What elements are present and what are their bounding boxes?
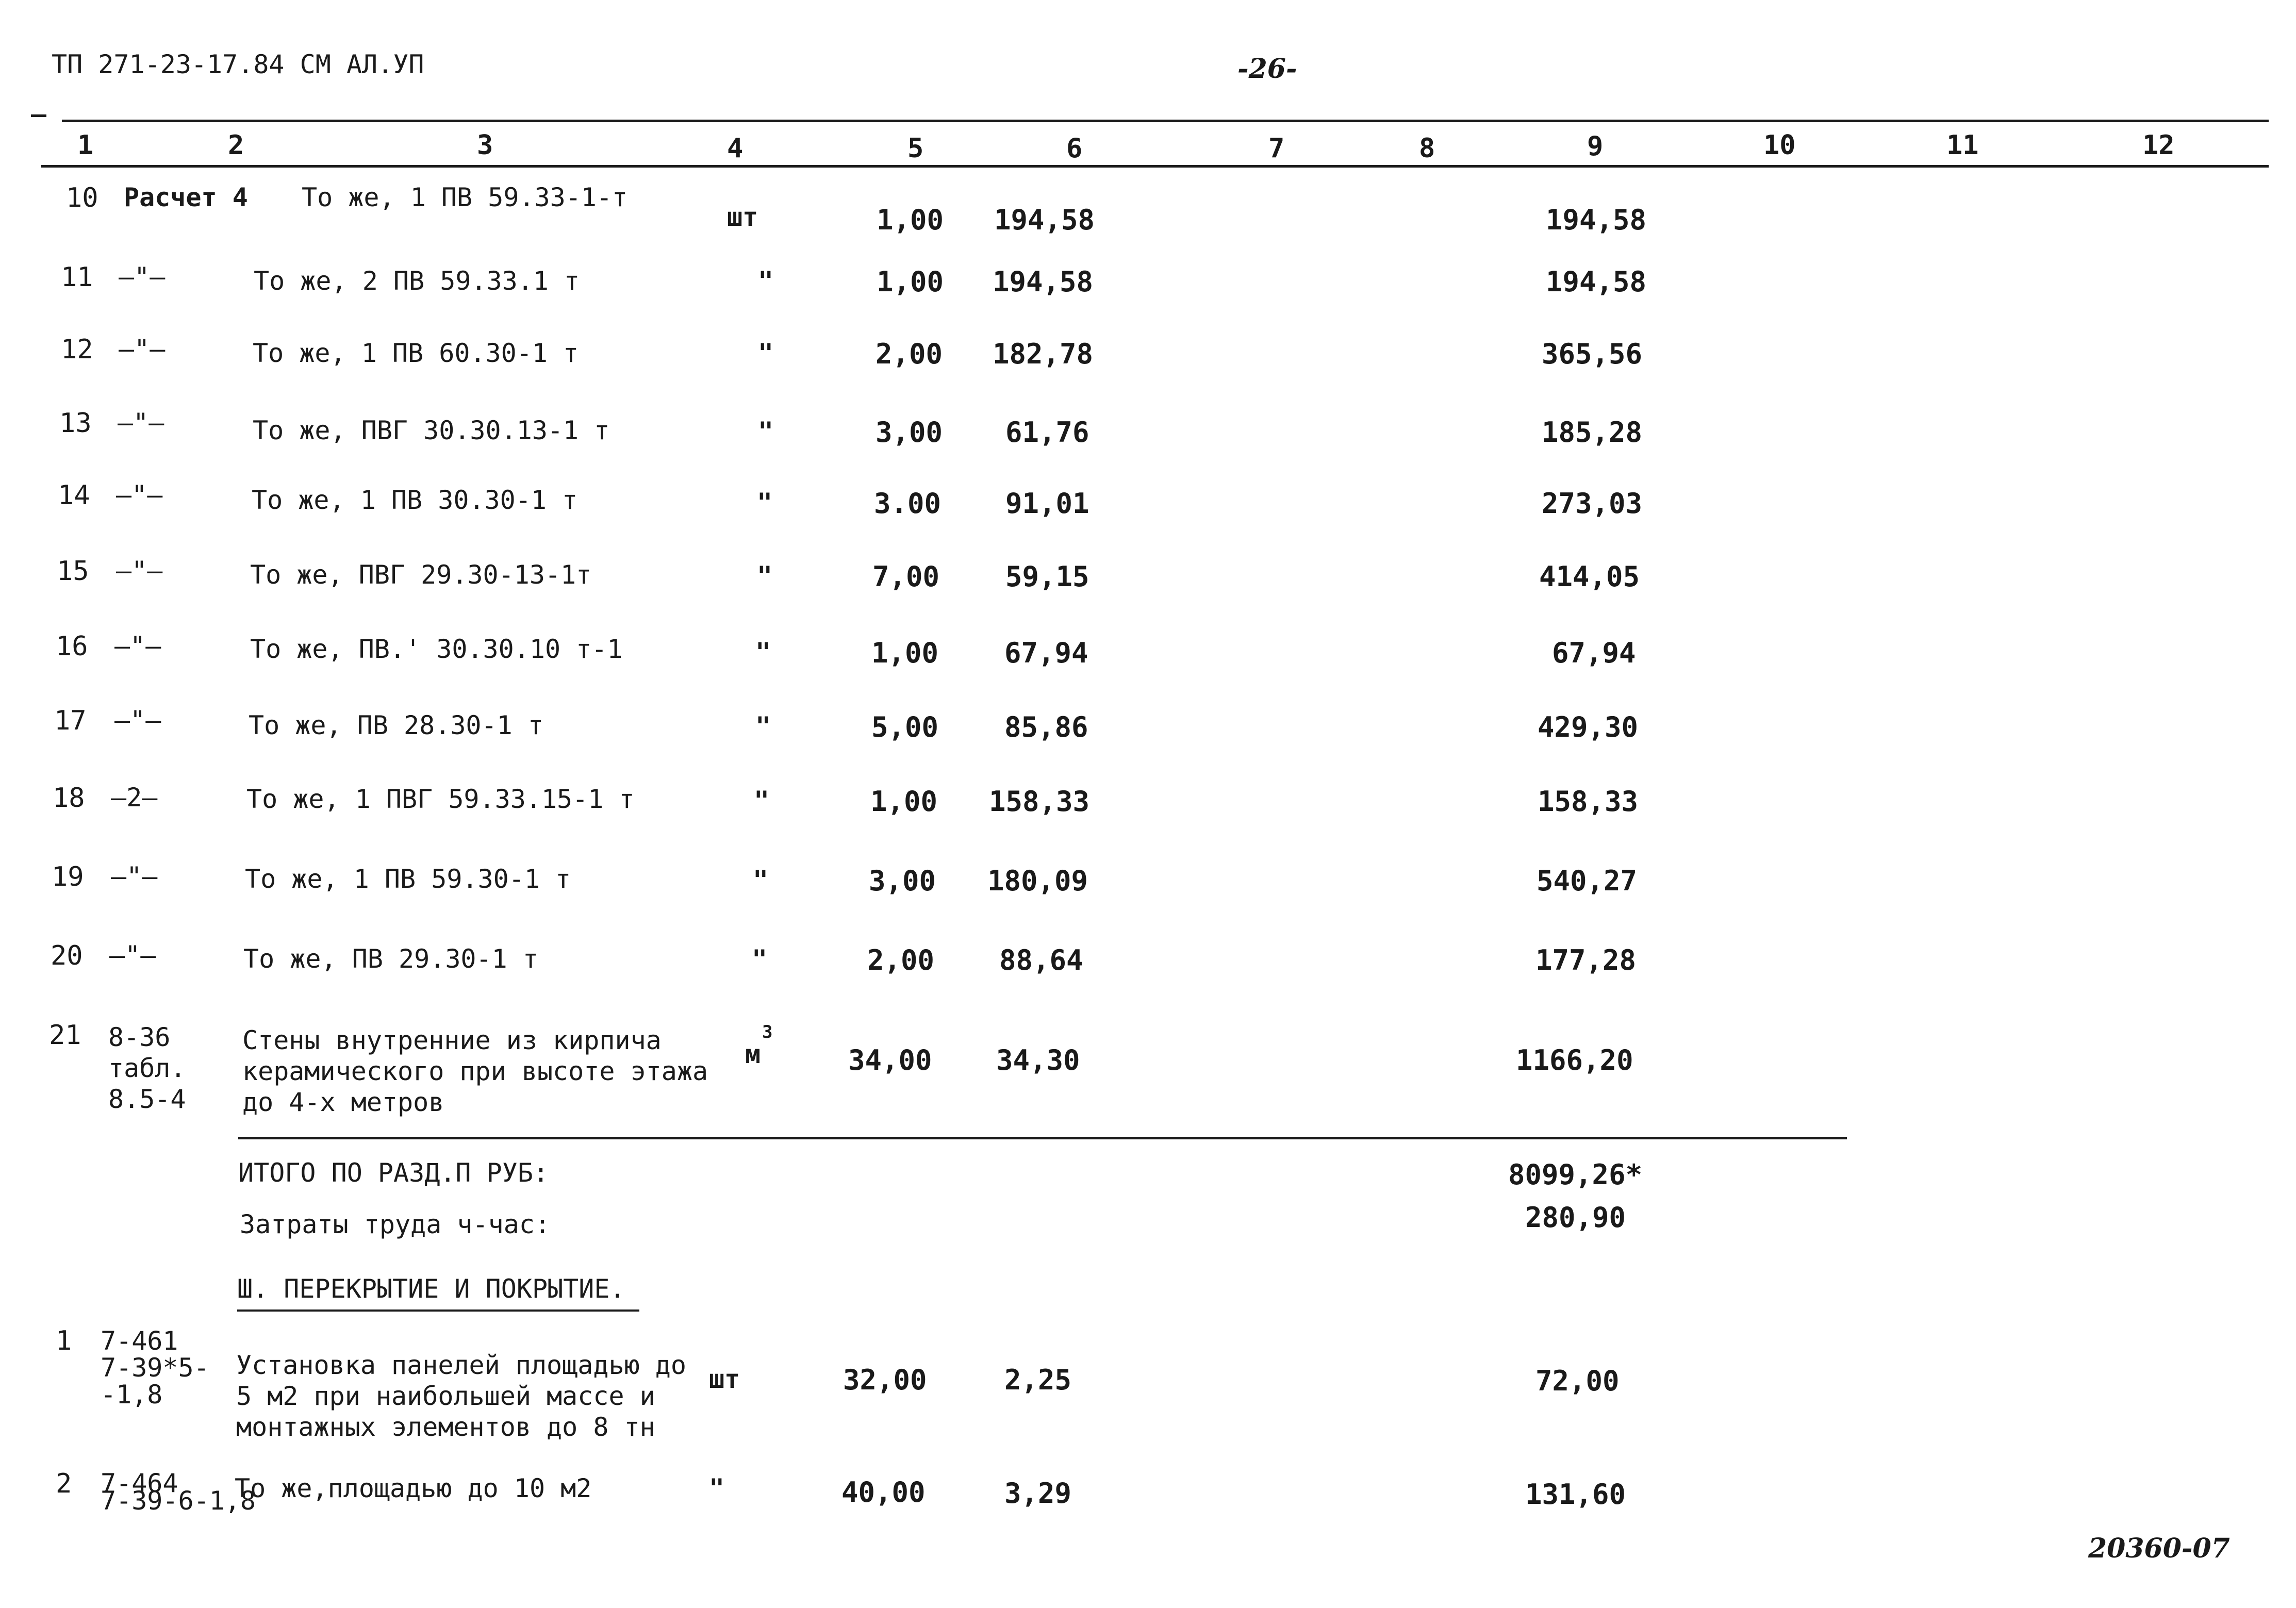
row-unit-price: 194,58: [993, 266, 1094, 298]
row-reference: —"—: [119, 262, 166, 292]
row-total: 194,58: [1546, 204, 1647, 236]
row-description: То же, 1 ПВ 59.33-1-т: [302, 183, 628, 212]
row-number: 12: [61, 334, 93, 365]
row-unit-price: 91,01: [1005, 487, 1089, 520]
row-number: 21: [49, 1020, 81, 1051]
row-unit-price: 3,29: [1004, 1477, 1072, 1510]
row-reference: —"—: [111, 861, 158, 891]
column-header-6: 6: [1066, 133, 1083, 164]
row-unit: ": [758, 417, 774, 446]
row-description: Установка панелей площадью до 5 м2 при наибольшей массе и монтажных элементов до 8 тн: [236, 1350, 686, 1442]
row-unit-price: 85,86: [1004, 711, 1088, 743]
row-unit: ": [709, 1473, 725, 1503]
row-unit-price: 59,15: [1005, 560, 1089, 593]
row-number: 15: [57, 556, 89, 587]
row-total: 1166,20: [1516, 1044, 1633, 1076]
column-header-3: 3: [477, 130, 493, 161]
row-unit: ": [755, 711, 771, 741]
document-code: ТП 271-23-17.84 СМ АЛ.УП: [52, 49, 424, 79]
row-unit: ": [753, 865, 769, 895]
row-total: 414,05: [1539, 560, 1640, 593]
row-description: То же, 1 ПВГ 59.33.15-1 т: [246, 784, 635, 814]
row-reference: —"—: [114, 705, 161, 735]
row-total: 158,33: [1538, 785, 1639, 818]
row-number: 10: [66, 183, 98, 213]
column-header-7: 7: [1268, 133, 1285, 164]
section-heading: Ш. ПЕРЕКРЫТИЕ И ПОКРЫТИЕ.: [237, 1274, 625, 1304]
row-unit-price: 182,78: [993, 338, 1094, 370]
row-total: 131,60: [1525, 1478, 1626, 1511]
row-quantity: 3,00: [869, 865, 936, 897]
row-unit-price: 2,25: [1004, 1364, 1072, 1396]
row-quantity: 1,00: [877, 204, 944, 236]
row-reference: —"—: [119, 334, 166, 364]
row-description: Стены внутренние из кирпича керамического при высоте этажа до 4-х метров: [242, 1025, 708, 1117]
row-reference: —"—: [116, 556, 163, 586]
row-description: То же, 1 ПВ 59.30-1 т: [245, 864, 571, 894]
column-header-8: 8: [1419, 133, 1435, 164]
subtotal-rule: [238, 1137, 1847, 1139]
row-quantity: 2,00: [876, 338, 943, 370]
row-description: То же, 2 ПВ 59.33.1 т: [254, 266, 580, 296]
row-number: 2: [56, 1468, 72, 1499]
row-quantity: 40,00: [841, 1476, 926, 1508]
column-header-11: 11: [1946, 130, 1979, 161]
row-reference: —"—: [118, 408, 164, 438]
row-total: 67,94: [1552, 637, 1636, 669]
header-rule-top: [62, 120, 2269, 122]
row-description: То же, ПВГ 29.30-13-1т: [250, 560, 592, 590]
column-header-5: 5: [907, 133, 924, 164]
row-unit: ": [757, 561, 773, 591]
row-quantity: 7,00: [872, 560, 940, 593]
row-reference: —"—: [114, 631, 161, 661]
row-unit-price: 194,58: [994, 204, 1095, 236]
row-number: 16: [56, 631, 88, 662]
row-total: 72,00: [1535, 1365, 1620, 1397]
row-description: То же, ПВГ 30.30.13-1 т: [253, 416, 610, 445]
row-reference: 8-36 табл. 8.5-4: [108, 1022, 186, 1114]
row-total: 540,27: [1537, 865, 1638, 897]
row-number: 14: [58, 480, 90, 511]
row-unit-price: 88,64: [999, 944, 1083, 976]
page-number: -26-: [1237, 53, 1297, 85]
row-unit: м: [745, 1039, 761, 1069]
row-description: То же,площадью до 10 м2: [235, 1473, 592, 1503]
column-header-2: 2: [228, 130, 244, 161]
row-unit: ": [758, 266, 774, 296]
row-quantity: 2,00: [867, 944, 935, 976]
row-reference: Расчет 4: [124, 183, 248, 212]
labor-cost-label: Затраты труда ч-час:: [240, 1209, 551, 1239]
row-unit: ": [752, 944, 768, 974]
row-unit: ": [755, 637, 771, 667]
row-total: 177,28: [1535, 944, 1637, 976]
row-unit-price: 67,94: [1004, 637, 1088, 669]
column-header-9: 9: [1587, 131, 1604, 162]
row-number: 11: [61, 262, 93, 293]
row-total: 194,58: [1546, 266, 1647, 298]
row-quantity: 1,00: [871, 637, 939, 669]
row-quantity: 5,00: [871, 711, 939, 743]
row-quantity: 1,00: [870, 785, 938, 818]
row-reference: —2—: [111, 783, 158, 813]
row-unit-price: 34,30: [996, 1044, 1080, 1076]
labor-cost-value: 280,90: [1525, 1201, 1626, 1234]
section-heading-underline: [237, 1309, 639, 1312]
row-description: То же, 1 ПВ 60.30-1 т: [253, 338, 579, 368]
row-unit: ": [758, 338, 774, 368]
row-quantity: 32,00: [843, 1364, 927, 1396]
row-total: 273,03: [1542, 487, 1643, 520]
row-unit: ": [754, 786, 770, 816]
row-description: То же, 1 ПВ 30.30-1 т: [252, 485, 578, 515]
row-unit-price: 61,76: [1005, 416, 1089, 449]
column-header-1: 1: [77, 130, 94, 161]
row-unit-price: 158,33: [989, 785, 1090, 818]
row-unit: шт: [709, 1364, 740, 1394]
row-number: 13: [59, 408, 92, 439]
row-total: 365,56: [1542, 338, 1643, 370]
row-description: То же, ПВ 29.30-1 т: [243, 944, 538, 974]
column-header-4: 4: [727, 133, 744, 164]
row-description: То же, ПВ.' 30.30.10 т-1: [250, 634, 623, 664]
row-quantity: 3.00: [874, 487, 941, 520]
row-number: 17: [54, 705, 87, 736]
row-quantity: 34,00: [848, 1044, 932, 1076]
unit-superscript: 3: [762, 1022, 773, 1042]
row-number: 1: [56, 1325, 72, 1356]
row-unit-price: 180,09: [987, 865, 1088, 897]
row-unit: ": [757, 488, 773, 518]
row-reference: —"—: [116, 480, 163, 510]
row-reference: 7-461 7-39*5- -1,8: [101, 1326, 209, 1410]
row-number: 18: [53, 783, 85, 814]
column-header-12: 12: [2142, 130, 2175, 161]
row-reference: 7-464 7-39-6-1,8: [101, 1468, 256, 1516]
row-number: 20: [51, 940, 83, 971]
row-unit: шт: [727, 202, 758, 232]
header-rule-bottom: [41, 165, 2269, 168]
archive-stamp: 20360-07: [2088, 1533, 2230, 1564]
row-description: То же, ПВ 28.30-1 т: [249, 710, 543, 740]
row-total: 429,30: [1538, 711, 1639, 743]
row-reference: —"—: [109, 940, 156, 970]
row-total: 185,28: [1542, 416, 1643, 449]
row-quantity: 1,00: [877, 266, 944, 298]
section-total-value: 8099,26*: [1508, 1158, 1643, 1191]
section-total-label: ИТОГО ПО РАЗД.П РУБ:: [238, 1158, 549, 1188]
row-number: 19: [52, 861, 84, 892]
column-header-10: 10: [1763, 130, 1796, 161]
header-rule-tick: [31, 114, 46, 117]
row-quantity: 3,00: [876, 416, 943, 449]
